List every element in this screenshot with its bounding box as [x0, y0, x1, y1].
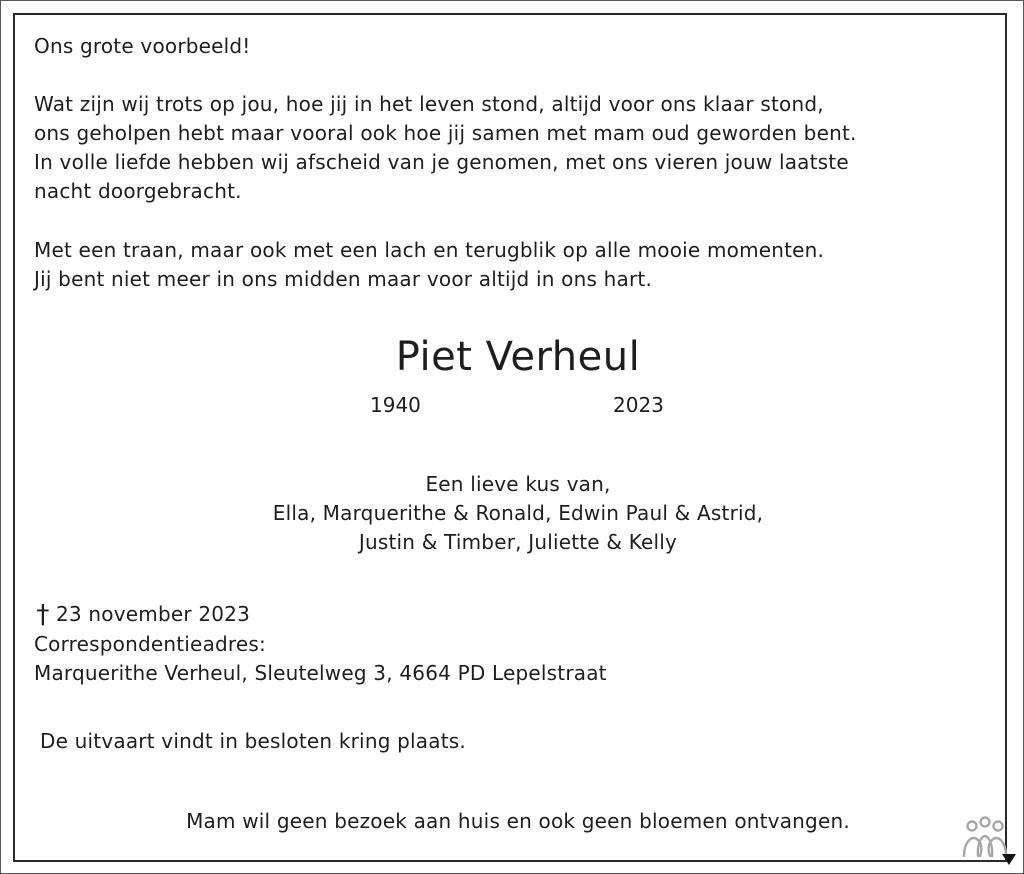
- death-year: 2023: [613, 393, 664, 417]
- paragraph2-line-1: Met een traan, maar ook met een lach en terugblik op alle mooie momenten.: [34, 238, 825, 262]
- death-date: 23 november 2023: [56, 602, 251, 626]
- paragraph1-line-1: Wat zijn wij trots op jou, hoe jij in het leven stond, altijd voor ons klaar stond,: [34, 92, 824, 116]
- paragraph2-line-2: Jij bent niet meer in ons midden maar voor altijd in ons hart.: [34, 267, 653, 291]
- family-line-2: Justin & Timber, Juliette & Kelly: [358, 530, 678, 554]
- family-intro: Een lieve kus van,: [425, 472, 611, 496]
- cross-icon: †: [36, 600, 50, 630]
- closing-note: Mam wil geen bezoek aan huis en ook geen bloemen ontvangen.: [186, 809, 850, 833]
- death-date-line: [34, 600, 250, 629]
- deceased-name: Piet Verheul: [395, 334, 641, 380]
- paragraph1-line-2: ons geholpen hebt maar vooral ook hoe jij samen met mam oud geworden bent.: [34, 121, 857, 145]
- birth-year: 1940: [370, 393, 421, 417]
- paragraph1-line-4: nacht doorgebracht.: [34, 179, 242, 203]
- correspondence-address: Marquerithe Verheul, Sleutelweg 3, 4664 PD Lepelstraat: [34, 661, 607, 685]
- family-line-1: Ella, Marquerithe & Ronald, Edwin Paul & Astrid,: [272, 501, 764, 525]
- opening-line: Ons grote voorbeeld!: [34, 34, 251, 58]
- arrow-down-icon[interactable]: [1002, 854, 1016, 865]
- funeral-note: De uitvaart vindt in besloten kring plaats.: [40, 729, 466, 753]
- paragraph1-line-3: In volle liefde hebben wij afscheid van je genomen, met ons vieren jouw laatste: [34, 150, 849, 174]
- correspondence-label: Correspondentieadres:: [34, 632, 266, 656]
